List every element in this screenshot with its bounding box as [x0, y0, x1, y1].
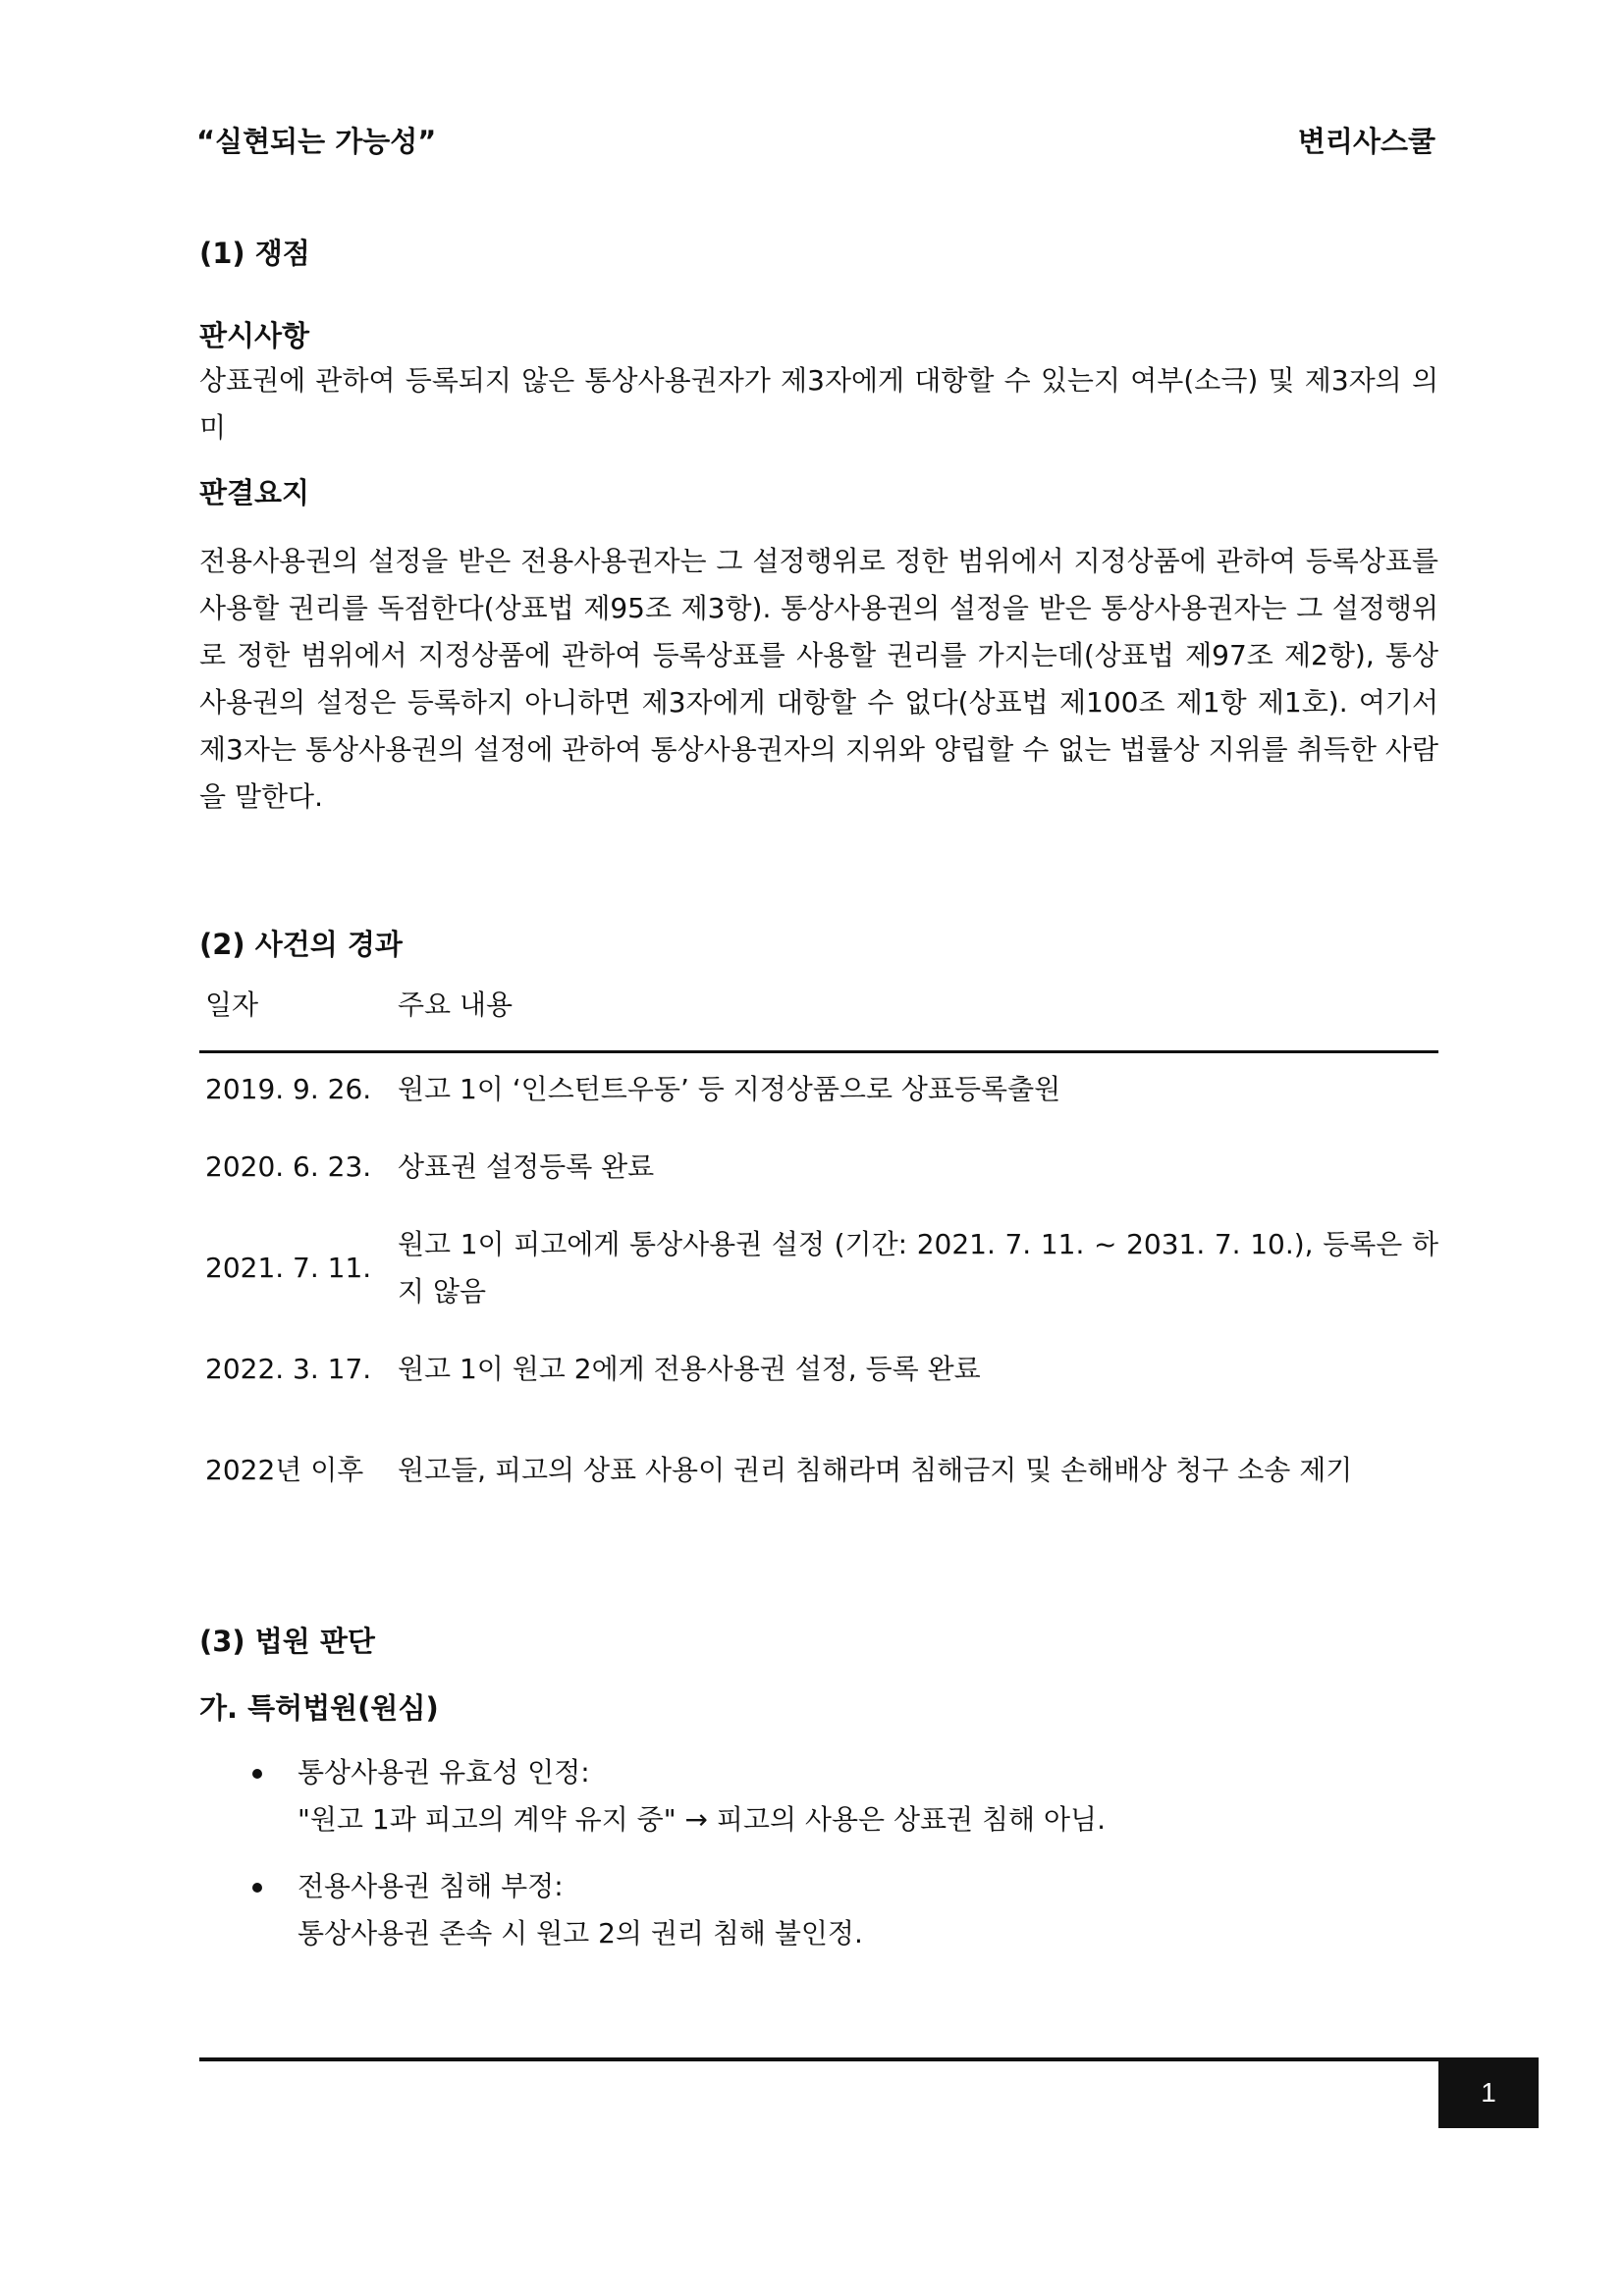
- row-text: 원고들, 피고의 상표 사용이 권리 침해라며 침해금지 및 손해배상 청구 소송 제기: [398, 1454, 1353, 1486]
- issue-text: 상표권에 관하여 등록되지 않은 통상사용권자가 제3자에게 대항할 수 있는지 여부(소극) 및 제3자의 의미: [199, 364, 1438, 444]
- page-number: 1: [1438, 2057, 1539, 2128]
- holding-text: 전용사용권의 설정을 받은 전용사용권자는 그 설정행위로 정한 범위에서 지정상품에 관하여 등록상표를 사용할 권리를 독점한다(상표법 제95조 제3항). 통상사용권의 설정을 받은 통상사용권자는 그 설정행위로 정한 범위에서 지정상품에 관하여 등록상표를 사용할 권리를 가지는데(상표법 제97조 제2항), 통상사용권의 설정은 등록하지 아니하면 제3자에게 대항할 수 없다(상표법 제100조 제1항 제1호). 여기서 제3자는 통상사용권의 설정에 관하여 통상사용권자의 지위와 양립할 수 없는 법률상 지위를 취득한 사람을 말한다.: [199, 545, 1438, 813]
- list-item: [199, 1749, 1438, 1843]
- issue-heading: 판시사항: [199, 319, 310, 352]
- row-text: 원고 1이 ‘인스턴트우동’ 등 지정상품으로 상표등록출원: [398, 1073, 1061, 1105]
- section-2-title: (2) 사건의 경과: [199, 928, 403, 961]
- table-row: [199, 1423, 1438, 1518]
- table-row: [199, 1144, 1438, 1191]
- row-date: 2022년 이후: [205, 1454, 364, 1486]
- row-text: 원고 1이 원고 2에게 전용사용권 설정, 등록 완료: [398, 1353, 981, 1385]
- table-row: [199, 1346, 1438, 1393]
- court-judgment-list: [199, 1749, 1438, 1957]
- bullet-detail: 통상사용권 존속 시 원고 2의 권리 침해 불인정.: [298, 1917, 863, 1949]
- bullet-detail: "원고 1과 피고의 계약 유지 중" → 피고의 사용은 상표권 침해 아님.: [298, 1803, 1106, 1836]
- row-text: 상표권 설정등록 완료: [398, 1150, 655, 1183]
- bullet-heading: 통상사용권 유효성 인정:: [298, 1756, 590, 1789]
- row-date: 2022. 3. 17.: [205, 1353, 372, 1385]
- section-3-title: (3) 법원 판단: [199, 1625, 375, 1658]
- table-row: [199, 1221, 1438, 1315]
- holding-heading: 판결요지: [199, 476, 310, 509]
- row-date: 2021. 7. 11.: [205, 1252, 372, 1284]
- row-text: 원고 1이 피고에게 통상사용권 설정 (기간: 2021. 7. 11. ~ 2031. 7. 10.), 등록은 하지 않음: [398, 1228, 1438, 1308]
- bullet-icon: [252, 1883, 262, 1893]
- section-1-title: (1) 쟁점: [199, 237, 310, 270]
- column-header-content: 주요 내용: [398, 988, 514, 1021]
- footer-divider: [199, 2057, 1438, 2061]
- document-body: [199, 234, 1438, 1957]
- row-date: 2020. 6. 23.: [205, 1150, 372, 1183]
- header-brand: 변리사스쿨: [1297, 125, 1435, 158]
- table-header: [199, 986, 1438, 1053]
- list-item: [199, 1863, 1438, 1957]
- bullet-icon: [252, 1769, 262, 1779]
- table-row: [199, 1066, 1438, 1113]
- bullet-heading: 전용사용권 침해 부정:: [298, 1870, 564, 1902]
- header-slogan: “실현되는 가능성”: [196, 125, 437, 158]
- column-header-date: 일자: [205, 988, 259, 1021]
- case-timeline-table: [199, 986, 1438, 1518]
- row-date: 2019. 9. 26.: [205, 1073, 372, 1105]
- court-sub-title: 가. 특허법원(원심): [199, 1691, 439, 1725]
